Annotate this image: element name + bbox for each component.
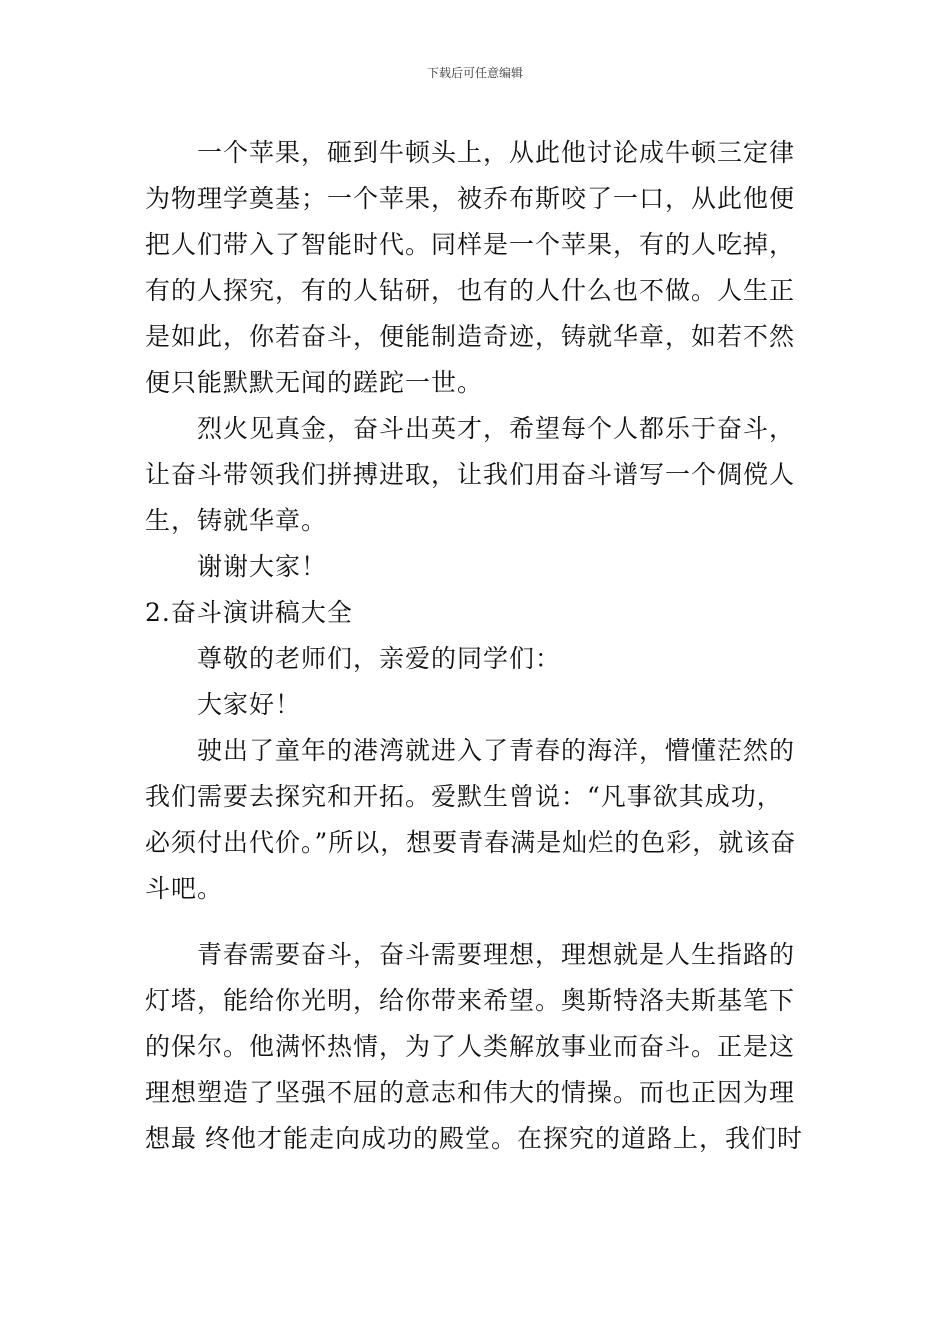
document-body — [145, 130, 807, 1162]
paragraph-youth-ideal — [145, 932, 807, 1162]
paragraph-youth-ideal-part2: 终他才能走向成功的殿堂。在探究的道路上，我们时 — [205, 1124, 804, 1153]
paragraph-fire-gold: 烈火见真金，奋斗出英才，希望每个人都乐于奋斗，让奋斗带领我们拼搏进取，让我们用奋斗谱写一个倜傥人生，铸就华章。 — [145, 414, 796, 535]
section-heading: 2.奋斗演讲稿大全 — [145, 598, 353, 627]
paragraph-youth-ideal-part1: 青春需要奋斗，奋斗需要理想，理想就是人生指路的灯塔，能给你光明，给你带来希望。奥斯特洛夫斯基笔下的保尔。他满怀热情，为了人类解放事业而奋斗。正是这理想塑造了坚强不屈的意志和伟大的情操。而也正因为理想最 — [145, 940, 796, 1153]
page-header-note: 下载后可任意编辑 — [426, 66, 523, 80]
paragraph-thanks: 谢谢大家！ — [197, 552, 328, 581]
paragraph-apple: 一个苹果，砸到牛顿头上，从此他讨论成牛顿三定律为物理学奠基；一个苹果，被乔布斯咬了一口，从此他便把人们带入了智能时代。同样是一个苹果，有的人吃掉，有的人探究，有的人钻研，也有的人什么也不做。人生正是如此，你若奋斗，便能制造奇迹，铸就华章，如若不然便只能默默无闻的蹉跎一世。 — [145, 138, 796, 397]
paragraph-youth-harbor: 驶出了童年的港湾就进入了青春的海洋，懵懂茫然的我们需要去探究和开拓。爱默生曾说：“凡事欲其成功，必须付出代价。”所以，想要青春满是灿烂的色彩，就该奋斗吧。 — [145, 736, 797, 903]
greeting: 大家好！ — [197, 690, 302, 719]
salutation: 尊敬的老师们，亲爱的同学们： — [197, 644, 562, 673]
